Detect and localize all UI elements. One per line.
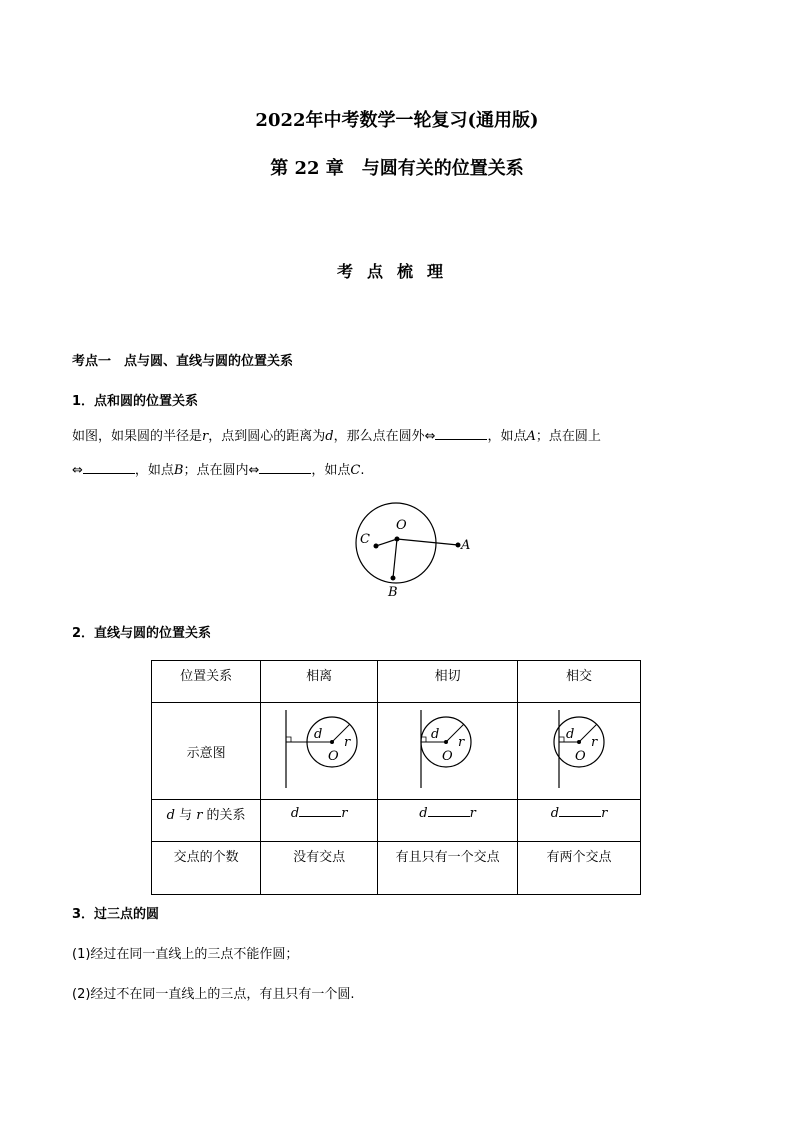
header-cell: 相切 [378,661,518,703]
segment-OA [397,539,458,545]
tangent-diagram [383,704,513,794]
svg-text:O: O [441,749,453,764]
svg-text:d: d [314,727,323,742]
svg-text:O: O [328,749,339,764]
three-points-heading: 3．过三点的圆 [72,907,160,922]
diagram-intersect-cell [518,703,641,800]
point-circle-paragraph [72,420,732,488]
row-label: 示意图 [152,703,261,800]
relation-cell: d r [261,800,378,842]
separate-diagram [264,704,374,794]
line-circle-table [151,660,641,895]
svg-text:r: r [457,735,464,750]
segment-OB [393,539,397,578]
document-title: 2022年中考数学一轮复习(通用版) [255,110,539,131]
paragraph-line-2: ⇔ ，如点B；点在圆内⇔ ，如点C. [72,454,732,488]
table-header-row [152,661,641,703]
kaodian1-heading: 考点一 点与圆、直线与圆的位置关系 [72,354,294,369]
table-relation-row [152,800,641,842]
label-C: C [360,532,370,547]
relation-blank[interactable] [428,804,470,817]
point-circle-figure [340,490,480,605]
relation-blank[interactable] [299,804,341,817]
row-label: d 与 r 的关系 [152,800,261,842]
intersect-diagram [522,704,637,794]
chapter-title: 第 22 章 与圆有关的位置关系 [270,158,524,179]
answer-blank-on[interactable] [83,459,135,474]
table-diagram-row [152,703,641,800]
label-B: B [388,585,398,600]
count-cell: 没有交点 [261,842,378,895]
count-cell: 有且只有一个交点 [378,842,518,895]
header-cell: 相交 [518,661,641,703]
label-A: A [461,538,471,553]
answer-blank-outside[interactable] [435,425,487,440]
segment-OC [376,539,397,546]
list-item: (2)经过不在同一直线上的三点，有且只有一个圆. [72,987,355,1002]
paragraph-line-1: 如图，如果圆的半径是r，点到圆心的距离为d，那么点在圆外⇔ ，如点A；点在圆上 [72,420,732,454]
answer-blank-inside[interactable] [259,459,311,474]
line-circle-heading: 2．直线与圆的位置关系 [72,626,212,641]
count-cell: 有两个交点 [518,842,641,895]
svg-text:d: d [565,727,574,742]
svg-text:O: O [574,749,586,764]
point-A [456,543,461,548]
label-O: O [396,518,407,533]
section-title: 考点梳理 [336,262,457,281]
header-cell: 相离 [261,661,378,703]
diagram-separate-cell [261,703,378,800]
svg-text:r: r [590,735,597,750]
point-O [395,537,400,542]
diagram-tangent-cell [378,703,518,800]
header-cell: 位置关系 [152,661,261,703]
row-label: 交点的个数 [152,842,261,895]
relation-blank[interactable] [559,804,601,817]
svg-text:d: d [430,727,439,742]
relation-cell: d r [518,800,641,842]
table-count-row [152,842,641,895]
list-item: (1)经过在同一直线上的三点不能作圆； [72,947,299,962]
point-B [391,576,396,581]
svg-text:r: r [344,735,351,750]
point-circle-heading: 1．点和圆的位置关系 [72,394,199,409]
point-C [374,544,379,549]
relation-cell: d r [378,800,518,842]
